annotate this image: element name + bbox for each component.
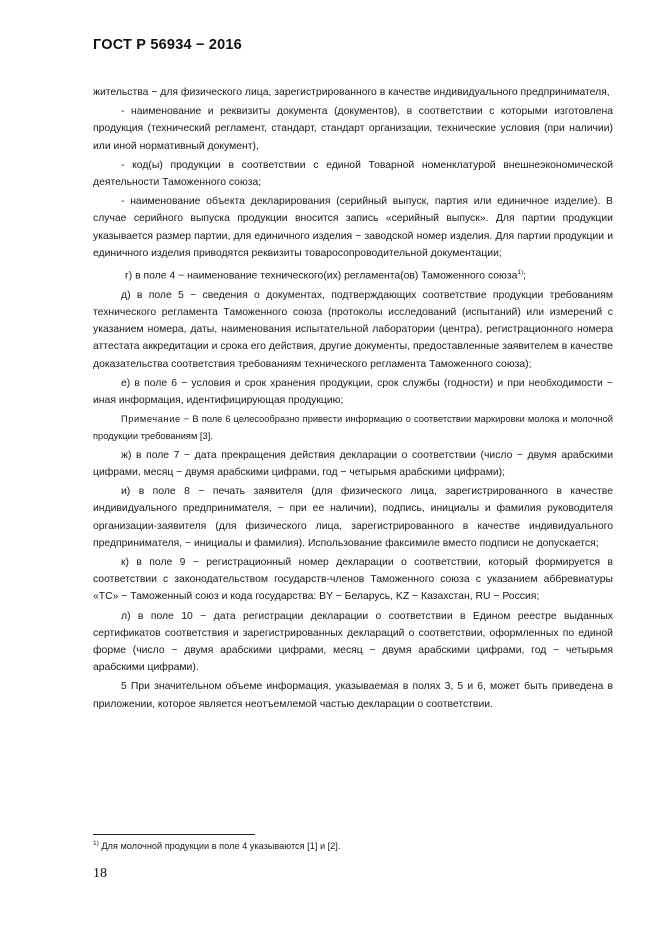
item-g-text: г) в поле 4 − наименование технического(их) регламента(ов) Таможенного союза bbox=[125, 270, 518, 282]
item-g bbox=[93, 264, 613, 285]
item-k: к) в поле 9 − регистрационный номер декларации о соответствии, который формируется в соответствии с законодательством государств-членов Таможенного союза с указанием аббревиатуры «ТС» − Таможенный союз и кода государства: BY − Беларусь, KZ − Казахстан, RU − Россия; bbox=[93, 556, 613, 603]
footnote-marker: 1) bbox=[93, 840, 99, 847]
note-text: − В поле 6 целесообразно привести информацию о соответствии маркировки молока и молочной продукции требованиям [3]. bbox=[93, 414, 613, 441]
page-number: 18 bbox=[93, 866, 107, 881]
document-header: ГОСТ Р 56934 − 2016 bbox=[93, 37, 242, 53]
paragraph-residence: жительства − для физического лица, зарегистрированного в качестве индивидуального предпринимателя, bbox=[93, 87, 610, 98]
item-d: д) в поле 5 − сведения о документах, подтверждающих соответствие продукции требованиям технического регламента Таможенного союза (протоколы исследований (испытаний) или измерений с указанием номера, даты, наименования испытательной лаборатории (центра), регистрационного номера аттестата аккредитации и срока его действия, другие документы, предоставленные заявителем в качестве доказательства соответствия требованиям технического регламента Таможенного союза); bbox=[93, 289, 613, 370]
footnote-divider bbox=[93, 834, 255, 835]
document-body bbox=[93, 84, 613, 715]
note-label: Примечание bbox=[121, 414, 181, 425]
paragraph-5: 5 При значительном объеме информация, указываемая в полях 3, 5 и 6, может быть приведена в приложении, которое является неотъемлемой частью декларации о соответствии. bbox=[93, 681, 613, 710]
item-i: и) в поле 8 − печать заявителя (для физического лица, зарегистрированного в качестве индивидуального предпринимателя, − при ее наличии), подпись, инициалы и фамилия руководителя организации-заявителя (для физического лица, зарегистрированного в качестве индивидуального предпринимателя, − инициалы и фамилия). Использование факсимиле вместо подписи не допускается; bbox=[93, 486, 613, 549]
footnote-reference: 1) bbox=[517, 269, 524, 277]
note bbox=[93, 411, 613, 445]
footnote-text: Для молочной продукции в поле 4 указываются [1] и [2]. bbox=[98, 841, 341, 852]
footnote bbox=[93, 840, 613, 851]
item-zh: ж) в поле 7 − дата прекращения действия декларации о соответствии (число − двумя арабскими цифрами, месяц − двумя арабскими цифрами, год − четырьмя арабскими цифрами); bbox=[93, 449, 613, 478]
item-l: л) в поле 10 − дата регистрации декларации о соответствии в Едином реестре выданных сертификатов соответствия и зарегистрированных деклараций о соответствии, оформленных по единой форме (число − двумя арабскими цифрами, месяц − двумя арабскими цифрами, год − четырьмя арабскими цифрами). bbox=[93, 610, 613, 674]
item-e: е) в поле 6 − условия и срок хранения продукции, срок службы (годности) и при необходимости − иная информация, идентифицирующая продукцию; bbox=[93, 377, 613, 406]
paragraph-document-name: - наименование и реквизиты документа (документов), в соответствии с которыми изготовлена продукция (технический регламент, стандарт, стандарт организации, технические условия (при наличии) или иной нормативный документ), bbox=[93, 106, 613, 152]
paragraph-product-code: - код(ы) продукции в соответствии с единой Товарной номенклатурой внешнеэкономической деятельности Таможенного союза; bbox=[93, 159, 613, 189]
item-g-tail: ; bbox=[523, 270, 527, 282]
paragraph-object-name: - наименование объекта декларирования (серийный выпуск, партия или единичное изделие). В случае серийного выпуска продукции вносится запись «серийный выпуск». Для партии продукции указывается размер партии, для единичного изделия − заводской номер изделия. Для партии продукции и единичного изделия приводятся реквизиты товаросопроводительной документации; bbox=[93, 196, 613, 259]
